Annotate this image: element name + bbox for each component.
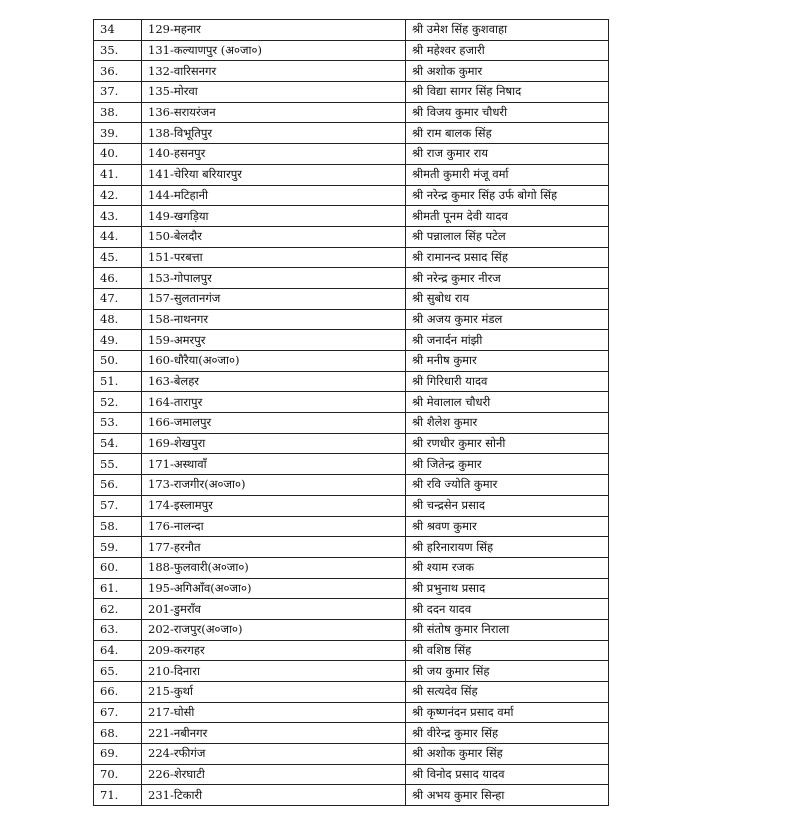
table-row	[94, 475, 609, 496]
serial-number-cell: 63.	[94, 619, 142, 640]
constituency-cell: 164-तारापुर	[142, 392, 406, 413]
table-row	[94, 268, 609, 289]
table-row	[94, 640, 609, 661]
table-row	[94, 82, 609, 103]
serial-number-cell: 36.	[94, 61, 142, 82]
candidate-name-cell: श्री ददन यादव	[406, 599, 609, 620]
serial-number-cell: 41.	[94, 164, 142, 185]
candidate-name-cell: श्री महेश्वर हजारी	[406, 40, 609, 61]
constituency-cell: 129-महनार	[142, 20, 406, 41]
table-row	[94, 206, 609, 227]
constituency-cell: 176-नालन्दा	[142, 516, 406, 537]
table-row	[94, 371, 609, 392]
constituency-cell: 151-परबत्ता	[142, 247, 406, 268]
candidate-name-cell: श्री अशोक कुमार सिंह	[406, 744, 609, 765]
serial-number-cell: 70.	[94, 764, 142, 785]
serial-number-cell: 49.	[94, 330, 142, 351]
serial-number-cell: 60.	[94, 557, 142, 578]
table-row	[94, 495, 609, 516]
table-row	[94, 144, 609, 165]
constituency-cell: 202-राजपुर(अ०जा०)	[142, 619, 406, 640]
constituency-cell: 157-सुलतानगंज	[142, 288, 406, 309]
candidate-name-cell: श्री नरेन्द्र कुमार सिंह उर्फ बोगो सिंह	[406, 185, 609, 206]
constituency-cell: 231-टिकारी	[142, 785, 406, 806]
candidate-name-cell: श्री जनार्दन मांझी	[406, 330, 609, 351]
constituency-cell: 169-शेखपुरा	[142, 433, 406, 454]
candidate-name-cell: श्री सुबोध राय	[406, 288, 609, 309]
constituency-cell: 221-नबीनगर	[142, 723, 406, 744]
constituency-cell: 150-बेलदौर	[142, 226, 406, 247]
table-row	[94, 392, 609, 413]
constituency-cell: 131-कल्याणपुर (अ०जा०)	[142, 40, 406, 61]
serial-number-cell: 42.	[94, 185, 142, 206]
table-row	[94, 599, 609, 620]
serial-number-cell: 53.	[94, 413, 142, 434]
candidate-name-cell: श्री वीरेन्द्र कुमार सिंह	[406, 723, 609, 744]
candidate-name-cell: श्री संतोष कुमार निराला	[406, 619, 609, 640]
serial-number-cell: 37.	[94, 82, 142, 103]
table-row	[94, 578, 609, 599]
serial-number-cell: 34	[94, 20, 142, 41]
constituency-cell: 141-चेरिया बरियारपुर	[142, 164, 406, 185]
constituency-cell: 217-घोसी	[142, 702, 406, 723]
table-row	[94, 288, 609, 309]
candidate-name-cell: श्री शैलेश कुमार	[406, 413, 609, 434]
candidate-name-cell: श्री श्रवण कुमार	[406, 516, 609, 537]
table-row	[94, 102, 609, 123]
constituency-cell: 215-कुर्था	[142, 682, 406, 703]
table-row	[94, 433, 609, 454]
candidate-name-cell: श्री अजय कुमार मंडल	[406, 309, 609, 330]
serial-number-cell: 66.	[94, 682, 142, 703]
constituency-cell: 140-हसनपुर	[142, 144, 406, 165]
constituency-cell: 135-मोरवा	[142, 82, 406, 103]
table-row	[94, 682, 609, 703]
serial-number-cell: 52.	[94, 392, 142, 413]
constituency-cell: 136-सरायरंजन	[142, 102, 406, 123]
table-row	[94, 164, 609, 185]
table-row	[94, 557, 609, 578]
table-row	[94, 661, 609, 682]
table-row	[94, 123, 609, 144]
serial-number-cell: 64.	[94, 640, 142, 661]
serial-number-cell: 68.	[94, 723, 142, 744]
candidate-name-cell: श्री प्रभुनाथ प्रसाद	[406, 578, 609, 599]
constituency-cell: 149-खगड़िया	[142, 206, 406, 227]
candidate-name-cell: श्री विद्या सागर सिंह निषाद	[406, 82, 609, 103]
serial-number-cell: 35.	[94, 40, 142, 61]
serial-number-cell: 43.	[94, 206, 142, 227]
constituency-cell: 153-गोपालपुर	[142, 268, 406, 289]
serial-number-cell: 58.	[94, 516, 142, 537]
table-row	[94, 537, 609, 558]
constituency-cell: 195-अगिआँव(अ०जा०)	[142, 578, 406, 599]
candidate-name-cell: श्री मेवालाल चौधरी	[406, 392, 609, 413]
serial-number-cell: 69.	[94, 744, 142, 765]
serial-number-cell: 65.	[94, 661, 142, 682]
table-row	[94, 785, 609, 806]
constituency-cell: 159-अमरपुर	[142, 330, 406, 351]
constituency-cell: 138-विभूतिपुर	[142, 123, 406, 144]
table-row	[94, 723, 609, 744]
serial-number-cell: 48.	[94, 309, 142, 330]
constituency-cell: 171-अस्थावाँ	[142, 454, 406, 475]
candidate-list-table	[93, 19, 609, 806]
constituency-cell: 158-नाथनगर	[142, 309, 406, 330]
constituency-cell: 177-हरनौत	[142, 537, 406, 558]
candidate-name-cell: श्री नरेन्द्र कुमार नीरज	[406, 268, 609, 289]
table-row	[94, 226, 609, 247]
candidate-name-cell: श्री राम बालक सिंह	[406, 123, 609, 144]
table-row	[94, 702, 609, 723]
candidate-name-cell: श्री जितेन्द्र कुमार	[406, 454, 609, 475]
table-row	[94, 413, 609, 434]
serial-number-cell: 62.	[94, 599, 142, 620]
table-row	[94, 330, 609, 351]
serial-number-cell: 59.	[94, 537, 142, 558]
candidate-name-cell: श्री रणधीर कुमार सोनी	[406, 433, 609, 454]
serial-number-cell: 39.	[94, 123, 142, 144]
candidate-name-cell: श्री सत्यदेव सिंह	[406, 682, 609, 703]
table-row	[94, 764, 609, 785]
candidate-name-cell: श्री जय कुमार सिंह	[406, 661, 609, 682]
constituency-cell: 188-फुलवारी(अ०जा०)	[142, 557, 406, 578]
serial-number-cell: 47.	[94, 288, 142, 309]
constituency-cell: 209-करगहर	[142, 640, 406, 661]
serial-number-cell: 55.	[94, 454, 142, 475]
table-row	[94, 40, 609, 61]
candidate-name-cell: श्री अशोक कुमार	[406, 61, 609, 82]
candidate-name-cell: श्री विनोद प्रसाद यादव	[406, 764, 609, 785]
constituency-cell: 160-धौरैया(अ०जा०)	[142, 351, 406, 372]
table-row	[94, 454, 609, 475]
table-row	[94, 185, 609, 206]
serial-number-cell: 51.	[94, 371, 142, 392]
serial-number-cell: 38.	[94, 102, 142, 123]
table-row	[94, 516, 609, 537]
serial-number-cell: 44.	[94, 226, 142, 247]
table-row	[94, 247, 609, 268]
candidate-name-cell: श्री रामानन्द प्रसाद सिंह	[406, 247, 609, 268]
constituency-cell: 173-राजगीर(अ०जा०)	[142, 475, 406, 496]
candidate-name-cell: श्री रवि ज्योति कुमार	[406, 475, 609, 496]
serial-number-cell: 61.	[94, 578, 142, 599]
serial-number-cell: 40.	[94, 144, 142, 165]
constituency-cell: 132-वारिसनगर	[142, 61, 406, 82]
serial-number-cell: 71.	[94, 785, 142, 806]
candidate-name-cell: श्रीमती कुमारी मंजू वर्मा	[406, 164, 609, 185]
constituency-cell: 163-बेलहर	[142, 371, 406, 392]
candidate-name-cell: श्री उमेश सिंह कुशवाहा	[406, 20, 609, 41]
table-row	[94, 619, 609, 640]
candidate-name-cell: श्री गिरिधारी यादव	[406, 371, 609, 392]
candidate-name-cell: श्रीमती पूनम देवी यादव	[406, 206, 609, 227]
constituency-cell: 174-इस्लामपुर	[142, 495, 406, 516]
constituency-cell: 226-शेरघाटी	[142, 764, 406, 785]
serial-number-cell: 67.	[94, 702, 142, 723]
candidate-name-cell: श्री चन्द्रसेन प्रसाद	[406, 495, 609, 516]
serial-number-cell: 45.	[94, 247, 142, 268]
candidate-name-cell: श्री कृष्णनंदन प्रसाद वर्मा	[406, 702, 609, 723]
serial-number-cell: 50.	[94, 351, 142, 372]
constituency-cell: 201-डुमराँव	[142, 599, 406, 620]
candidate-name-cell: श्री हरिनारायण सिंह	[406, 537, 609, 558]
candidate-name-cell: श्री विजय कुमार चौधरी	[406, 102, 609, 123]
table-row	[94, 351, 609, 372]
constituency-cell: 166-जमालपुर	[142, 413, 406, 434]
table-row	[94, 744, 609, 765]
constituency-cell: 224-रफीगंज	[142, 744, 406, 765]
candidate-name-cell: श्री श्याम रजक	[406, 557, 609, 578]
table-row	[94, 61, 609, 82]
serial-number-cell: 54.	[94, 433, 142, 454]
table-row	[94, 20, 609, 41]
candidate-name-cell: श्री राज कुमार राय	[406, 144, 609, 165]
serial-number-cell: 57.	[94, 495, 142, 516]
candidate-name-cell: श्री पन्नालाल सिंह पटेल	[406, 226, 609, 247]
candidate-name-cell: श्री मनीष कुमार	[406, 351, 609, 372]
candidate-name-cell: श्री वशिष्ठ सिंह	[406, 640, 609, 661]
constituency-cell: 144-मटिहानी	[142, 185, 406, 206]
serial-number-cell: 46.	[94, 268, 142, 289]
serial-number-cell: 56.	[94, 475, 142, 496]
candidate-name-cell: श्री अभय कुमार सिन्हा	[406, 785, 609, 806]
constituency-cell: 210-दिनारा	[142, 661, 406, 682]
table-body	[94, 20, 609, 806]
table-row	[94, 309, 609, 330]
